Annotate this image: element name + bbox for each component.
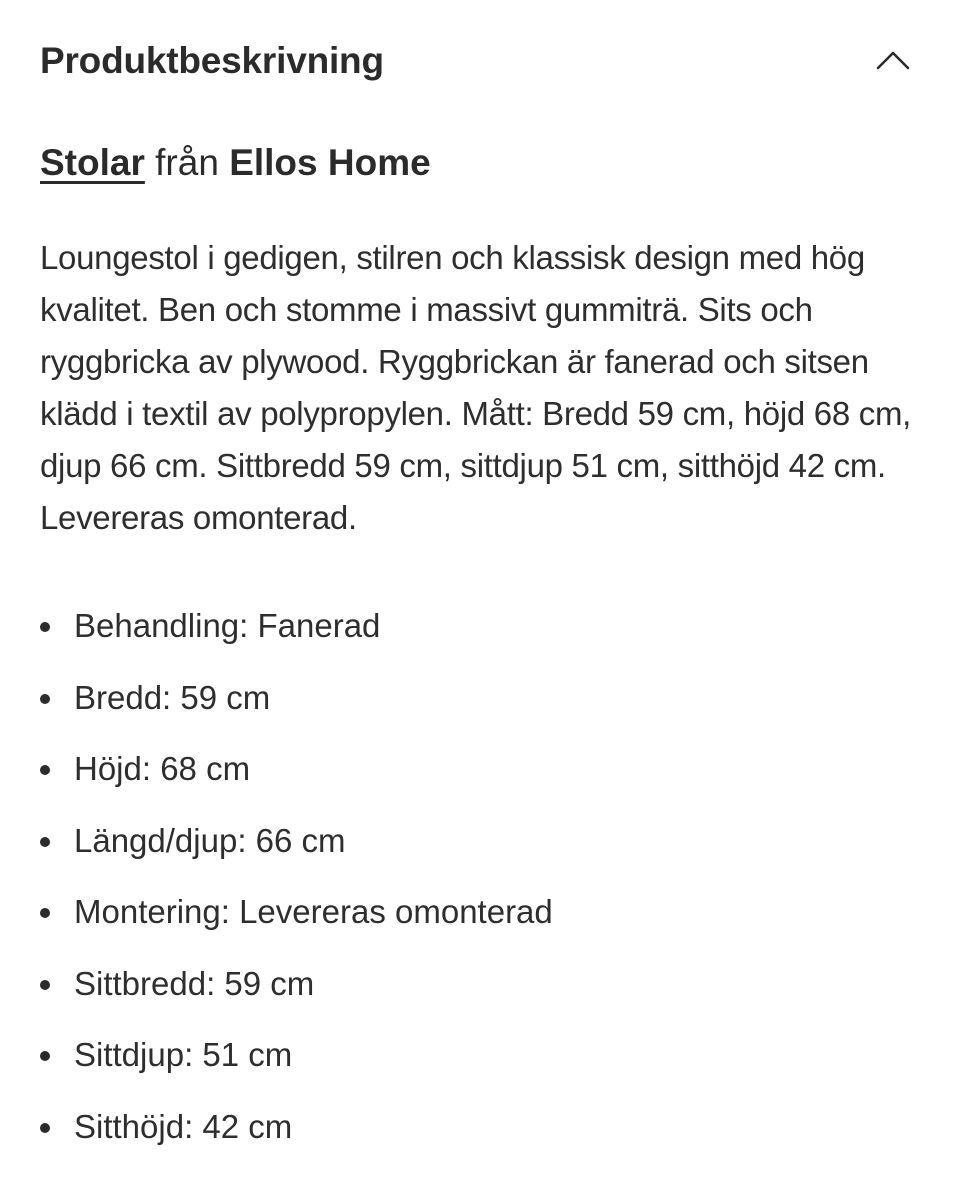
chevron-up-icon[interactable] — [876, 50, 910, 70]
spec-item-behandling — [40, 600, 553, 672]
bullet-icon — [40, 622, 50, 632]
spec-text: Montering: Levereras omonterad — [74, 893, 553, 930]
brand-connector: från — [144, 142, 230, 183]
spec-item-hojd — [40, 743, 553, 815]
bullet-icon — [40, 765, 50, 775]
spec-item-sittbredd — [40, 958, 553, 1030]
spec-text: Bredd: 59 cm — [74, 678, 271, 716]
spec-text: Sittbredd: 59 cm — [74, 964, 315, 1002]
accordion-header[interactable] — [40, 0, 920, 126]
spec-item-langd-djup — [40, 815, 553, 887]
spec-item-bredd — [40, 672, 553, 744]
spec-text: Behandling: Fanerad — [74, 607, 381, 644]
spec-text: Sittdjup: 51 cm — [74, 1036, 293, 1073]
spec-text: Längd/djup: 66 cm — [74, 821, 346, 859]
brand-line — [40, 142, 431, 184]
spec-list — [40, 600, 553, 1172]
bullet-icon — [40, 1051, 50, 1061]
bullet-icon — [40, 837, 50, 847]
bullet-icon — [40, 980, 50, 990]
bullet-icon — [40, 908, 50, 918]
bullet-icon — [40, 694, 50, 704]
spec-text: Höjd: 68 cm — [74, 750, 251, 787]
spec-item-sitthojd — [40, 1101, 553, 1173]
category-link-stolar[interactable]: Stolar — [40, 142, 145, 183]
product-description-text: Loungestol i gedigen, stilren och klassisk design med hög kvalitet. Ben och stomme i massivt gummiträ. Sits och ryggbricka av plywood. Ryggbrickan är fanerad och sitsen klädd i textil av polypropylen. Mått: Bredd 59 cm, höjd 68 cm, djup 66 cm. Sittbredd 59 cm, sittdjup 51 cm, sitthöjd 42 cm. Levereras omonterad. — [40, 239, 911, 536]
spec-item-sittdjup — [40, 1029, 553, 1101]
brand-name: Ellos Home — [229, 142, 431, 183]
bullet-icon — [40, 1123, 50, 1133]
product-description-accordion — [40, 0, 920, 1145]
spec-text: Sitthöjd: 42 cm — [74, 1107, 293, 1145]
accordion-title: Produktbeskrivning — [40, 40, 384, 81]
spec-item-montering — [40, 886, 553, 958]
